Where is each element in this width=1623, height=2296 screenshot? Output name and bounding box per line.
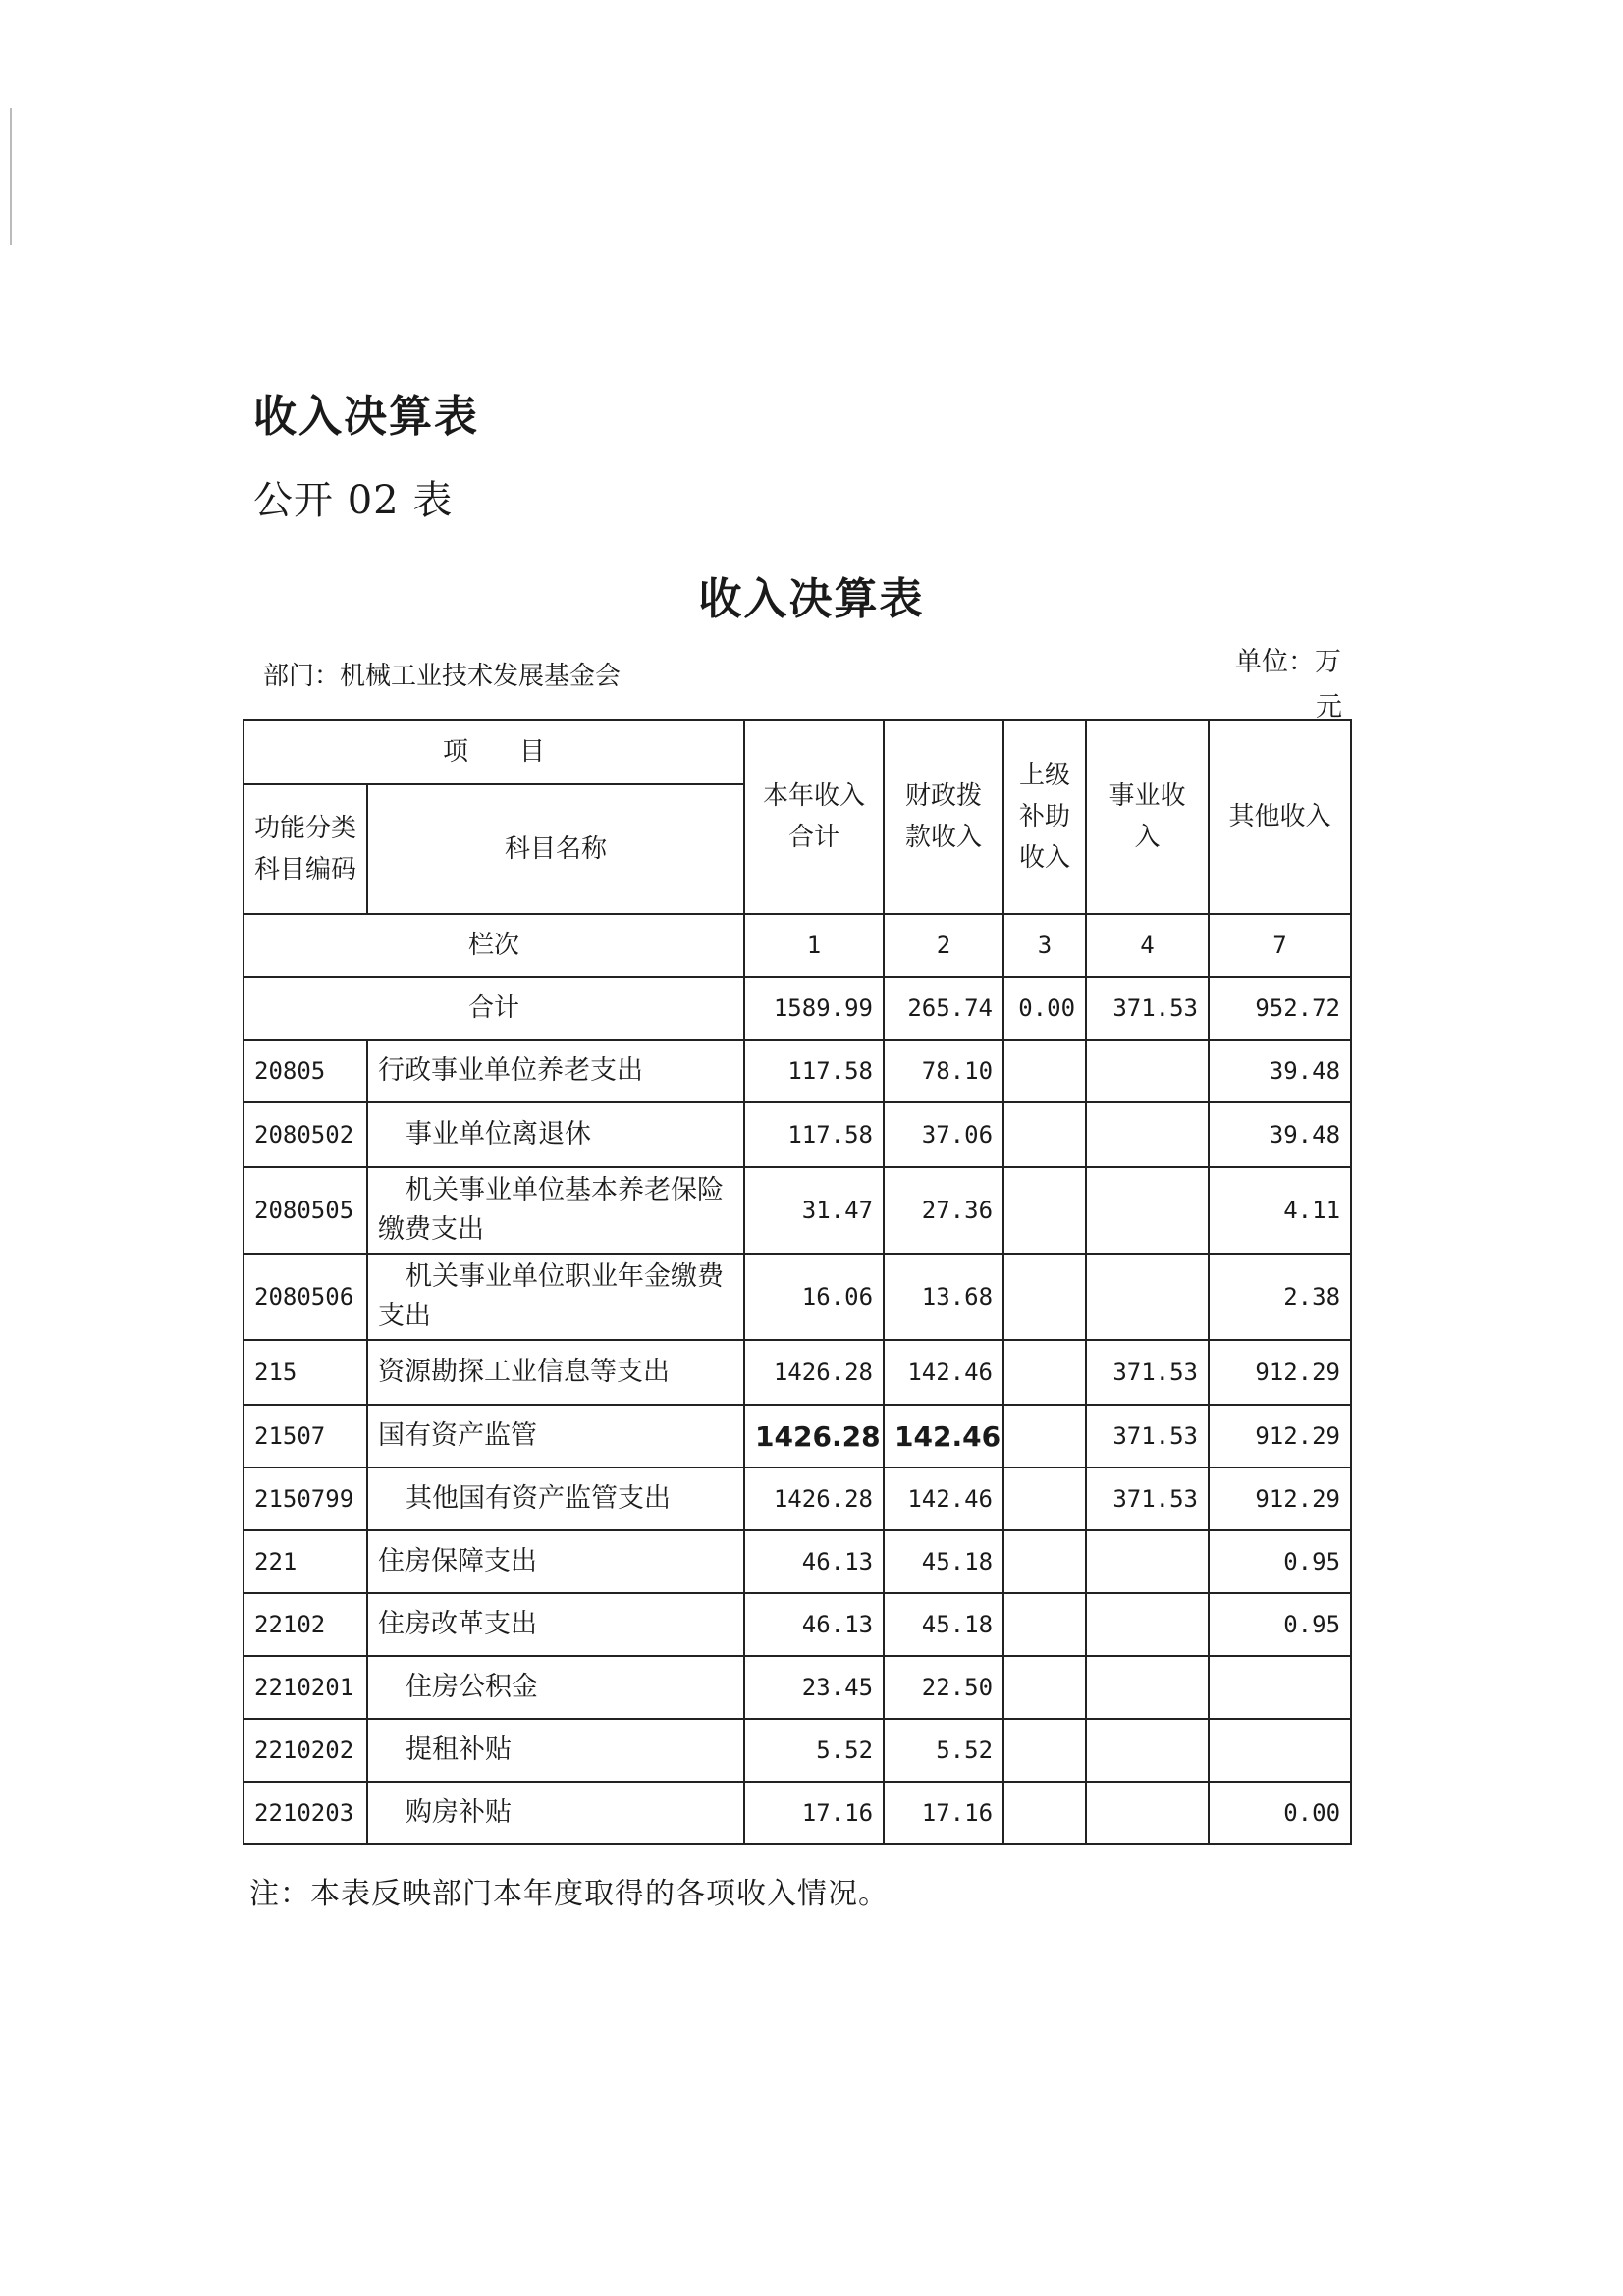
row-code: 20805	[243, 1040, 367, 1102]
row-value: 0.95	[1209, 1530, 1351, 1593]
header-total: 本年收入合计	[744, 720, 884, 914]
row-name: 机关事业单位职业年金缴费支出	[367, 1254, 744, 1340]
row-code: 2150799	[243, 1468, 367, 1530]
table-row	[243, 1040, 1351, 1102]
row-code: 22102	[243, 1593, 367, 1656]
row-value	[1003, 1782, 1086, 1844]
column-index-3: 3	[1003, 914, 1086, 977]
row-value	[1086, 1167, 1209, 1254]
income-table	[243, 719, 1352, 1845]
row-value: 117.58	[744, 1040, 884, 1102]
row-value	[1003, 1530, 1086, 1593]
row-value	[1086, 1530, 1209, 1593]
total-value: 265.74	[884, 977, 1003, 1040]
row-value: 31.47	[744, 1167, 884, 1254]
table-row	[243, 1102, 1351, 1167]
row-value	[1086, 1040, 1209, 1102]
row-code: 215	[243, 1340, 367, 1405]
row-value: 17.16	[884, 1782, 1003, 1844]
row-value: 5.52	[884, 1719, 1003, 1782]
row-value: 23.45	[744, 1656, 884, 1719]
row-value: 142.46	[884, 1340, 1003, 1405]
row-value	[1003, 1656, 1086, 1719]
row-value: 78.10	[884, 1040, 1003, 1102]
row-value: 46.13	[744, 1530, 884, 1593]
row-value	[1003, 1340, 1086, 1405]
row-value: 39.48	[1209, 1102, 1351, 1167]
row-value: 45.18	[884, 1593, 1003, 1656]
row-name: 资源勘探工业信息等支出	[367, 1340, 744, 1405]
row-value: 0.00	[1209, 1782, 1351, 1844]
table-row	[243, 1530, 1351, 1593]
table-row	[243, 1340, 1351, 1405]
table-row	[243, 1782, 1351, 1844]
row-value	[1086, 1254, 1209, 1340]
total-value: 1589.99	[744, 977, 884, 1040]
row-value: 45.18	[884, 1530, 1003, 1593]
unit-label: 单位：万	[1235, 647, 1341, 677]
row-value	[1209, 1656, 1351, 1719]
header-business: 事业收入	[1086, 720, 1209, 914]
header-code: 功能分类科目编码	[243, 784, 367, 914]
column-index-7: 7	[1209, 914, 1351, 977]
row-value: 142.46	[884, 1405, 1003, 1468]
table-row	[243, 1254, 1351, 1340]
row-value: 912.29	[1209, 1468, 1351, 1530]
row-value: 27.36	[884, 1167, 1003, 1254]
row-value: 2.38	[1209, 1254, 1351, 1340]
row-value	[1086, 1593, 1209, 1656]
row-value	[1003, 1593, 1086, 1656]
table-note: 注：本表反映部门本年度取得的各项收入情况。	[249, 1877, 889, 1911]
row-code: 2210202	[243, 1719, 367, 1782]
row-name: 国有资产监管	[367, 1405, 744, 1468]
header-fiscal: 财政拨款收入	[884, 720, 1003, 914]
row-value	[1086, 1656, 1209, 1719]
row-value: 117.58	[744, 1102, 884, 1167]
row-value: 371.53	[1086, 1405, 1209, 1468]
header-item: 项 目	[243, 720, 744, 784]
row-name: 行政事业单位养老支出	[367, 1040, 744, 1102]
row-code: 221	[243, 1530, 367, 1593]
row-name: 住房公积金	[367, 1656, 744, 1719]
table-row	[243, 1593, 1351, 1656]
table-row	[243, 1167, 1351, 1254]
header-subsidy: 上级补助收入	[1003, 720, 1086, 914]
row-name: 住房改革支出	[367, 1593, 744, 1656]
row-value: 371.53	[1086, 1340, 1209, 1405]
row-value: 39.48	[1209, 1040, 1351, 1102]
row-value: 13.68	[884, 1254, 1003, 1340]
total-value: 371.53	[1086, 977, 1209, 1040]
total-label: 合计	[243, 977, 744, 1040]
total-value: 0.00	[1003, 977, 1086, 1040]
row-value	[1003, 1102, 1086, 1167]
row-value: 0.95	[1209, 1593, 1351, 1656]
row-code: 21507	[243, 1405, 367, 1468]
row-value: 37.06	[884, 1102, 1003, 1167]
row-value: 1426.28	[744, 1468, 884, 1530]
table-row	[243, 1405, 1351, 1468]
scan-margin-mark	[10, 108, 12, 245]
row-code: 2080506	[243, 1254, 367, 1340]
row-name: 事业单位离退休	[367, 1102, 744, 1167]
row-value	[1086, 1719, 1209, 1782]
row-value	[1209, 1719, 1351, 1782]
row-code: 2210203	[243, 1782, 367, 1844]
column-index-1: 1	[744, 914, 884, 977]
unit-label-continued: 元	[1316, 692, 1342, 722]
header-name: 科目名称	[367, 784, 744, 914]
department-label: 部门：机械工业技术发展基金会	[263, 662, 622, 691]
total-value: 952.72	[1209, 977, 1351, 1040]
row-value	[1003, 1405, 1086, 1468]
row-value	[1003, 1254, 1086, 1340]
row-value	[1003, 1167, 1086, 1254]
table-row	[243, 1719, 1351, 1782]
row-name: 提租补贴	[367, 1719, 744, 1782]
row-value: 912.29	[1209, 1405, 1351, 1468]
row-value: 17.16	[744, 1782, 884, 1844]
row-value: 16.06	[744, 1254, 884, 1340]
section-heading: 收入决算表	[253, 392, 479, 442]
table-row	[243, 1656, 1351, 1719]
row-value: 4.11	[1209, 1167, 1351, 1254]
row-value: 912.29	[1209, 1340, 1351, 1405]
row-name: 机关事业单位基本养老保险缴费支出	[367, 1167, 744, 1254]
row-name: 购房补贴	[367, 1782, 744, 1844]
header-other: 其他收入	[1209, 720, 1351, 914]
row-code: 2080502	[243, 1102, 367, 1167]
row-name: 其他国有资产监管支出	[367, 1468, 744, 1530]
row-value: 5.52	[744, 1719, 884, 1782]
row-value: 142.46	[884, 1468, 1003, 1530]
row-value	[1003, 1040, 1086, 1102]
row-code: 2080505	[243, 1167, 367, 1254]
column-index-2: 2	[884, 914, 1003, 977]
table-row	[243, 1468, 1351, 1530]
row-code: 2210201	[243, 1656, 367, 1719]
row-value	[1086, 1102, 1209, 1167]
row-value	[1086, 1782, 1209, 1844]
row-name: 住房保障支出	[367, 1530, 744, 1593]
row-value	[1003, 1468, 1086, 1530]
row-value: 1426.28	[744, 1405, 884, 1468]
row-value: 1426.28	[744, 1340, 884, 1405]
row-value: 22.50	[884, 1656, 1003, 1719]
row-value	[1003, 1719, 1086, 1782]
form-code: 公开 02 表	[253, 478, 454, 523]
column-index-label: 栏次	[243, 914, 744, 977]
row-value: 46.13	[744, 1593, 884, 1656]
row-value: 371.53	[1086, 1468, 1209, 1530]
column-index-4: 4	[1086, 914, 1209, 977]
table-title: 收入决算表	[698, 574, 925, 624]
